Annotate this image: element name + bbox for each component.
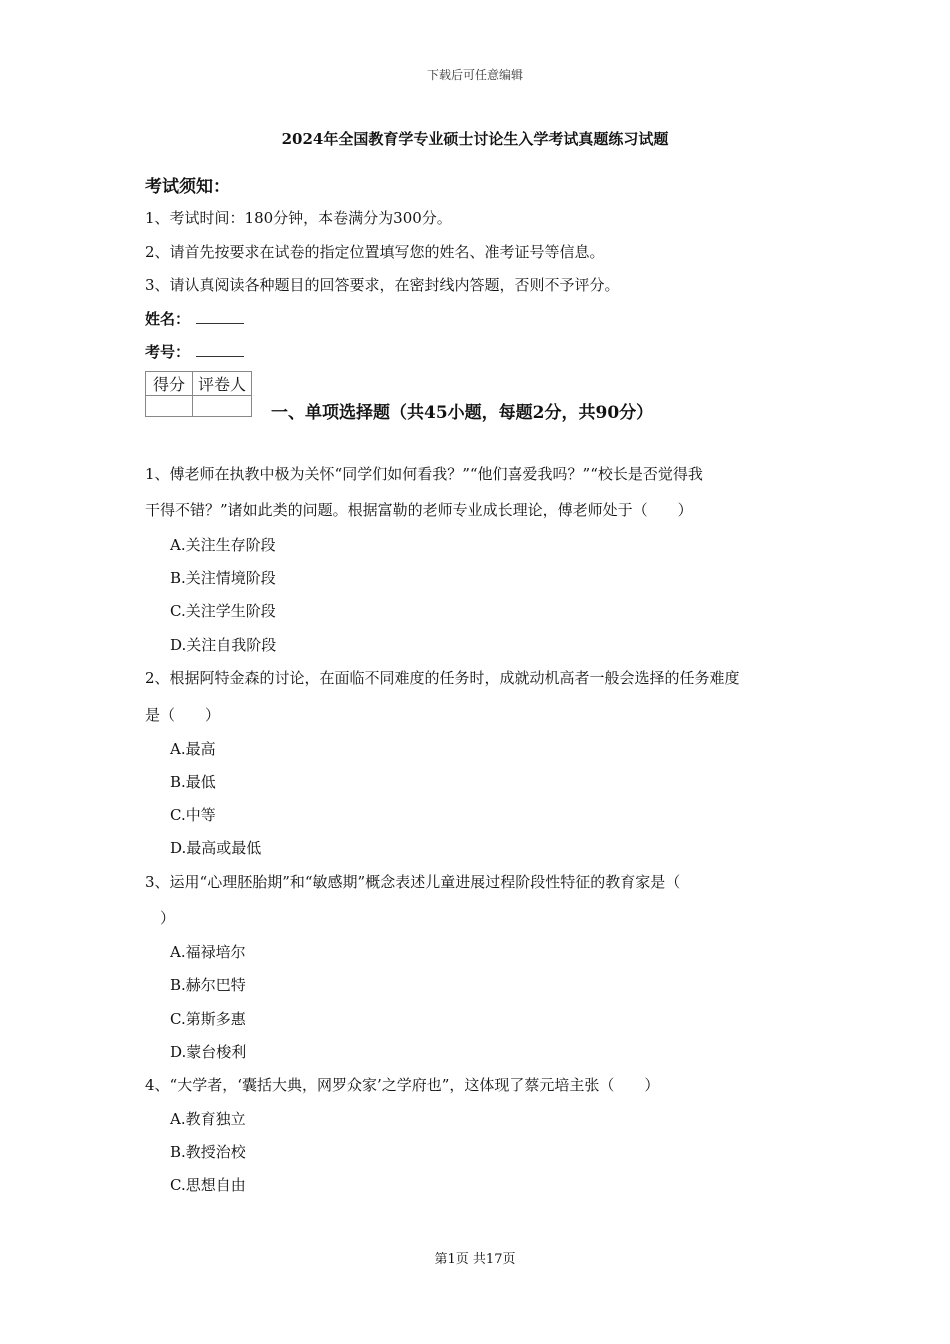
name-field bbox=[145, 308, 244, 329]
score-header: 得分 bbox=[146, 372, 193, 396]
name-blank[interactable] bbox=[196, 309, 244, 324]
question-4-option-b: B.教授治校 bbox=[170, 1143, 246, 1161]
question-3-option-b: B.赫尔巴特 bbox=[170, 976, 246, 994]
notice-item: 2、请首先按要求在试卷的指定位置填写您的姓名、准考证号等信息。 bbox=[145, 243, 605, 261]
section-title: 一、单项选择题（共45小题，每题2分，共90分） bbox=[271, 403, 654, 423]
question-2-option-a: A.最高 bbox=[170, 740, 216, 758]
question-2-option-b: B.最低 bbox=[170, 773, 216, 791]
question-1-option-c: C.关注学生阶段 bbox=[170, 602, 276, 620]
question-1-line-2: 干得不错？”诸如此类的问题。根据富勒的老师专业成长理论，傅老师处于（ ） bbox=[145, 501, 693, 519]
grader-cell[interactable] bbox=[193, 396, 252, 417]
notice-heading: 考试须知： bbox=[145, 177, 230, 197]
name-label: 姓名： bbox=[145, 310, 191, 328]
question-1-option-d: D.关注自我阶段 bbox=[170, 636, 277, 654]
question-1-option-a: A.关注生存阶段 bbox=[170, 536, 276, 554]
question-2-line-2: 是（ ） bbox=[145, 706, 221, 724]
notice-item: 3、请认真阅读各种题目的回答要求，在密封线内答题，否则不予评分。 bbox=[145, 276, 620, 294]
document-title: 2024年全国教育学专业硕士讨论生入学考试真题练习试题 bbox=[281, 130, 669, 148]
question-3-option-a: A.福禄培尔 bbox=[170, 943, 246, 961]
question-4-line-1: 4、“大学者，‘囊括大典，网罗众家’之学府也”，这体现了蔡元培主张（ ） bbox=[145, 1076, 660, 1094]
question-3-line-2: ） bbox=[145, 909, 176, 927]
question-2-option-c: C.中等 bbox=[170, 806, 216, 824]
question-3-option-c: C.第斯多惠 bbox=[170, 1010, 246, 1028]
score-cell[interactable] bbox=[146, 396, 193, 417]
question-4-option-a: A.教育独立 bbox=[170, 1110, 246, 1128]
id-blank[interactable] bbox=[196, 342, 244, 357]
question-2-option-d: D.最高或最低 bbox=[170, 839, 262, 857]
question-3-option-d: D.蒙台梭利 bbox=[170, 1043, 247, 1061]
notice-item: 1、考试时间：180分钟，本卷满分为300分。 bbox=[145, 209, 452, 227]
page-footer: 第1页 共17页 bbox=[434, 1252, 516, 1267]
question-4-option-c: C.思想自由 bbox=[170, 1176, 246, 1194]
id-field bbox=[145, 341, 244, 362]
question-1-option-b: B.关注情境阶段 bbox=[170, 569, 276, 587]
score-table bbox=[145, 371, 252, 417]
question-3-line-1: 3、运用“心理胚胎期”和“敏感期”概念表述儿童进展过程阶段性特征的教育家是（ bbox=[145, 873, 681, 891]
grader-header: 评卷人 bbox=[193, 372, 252, 396]
question-1-line-1: 1、傅老师在执教中极为关怀“同学们如何看我？”“他们喜爱我吗？”“校长是否觉得我 bbox=[145, 465, 703, 483]
id-label: 考号： bbox=[145, 343, 191, 361]
page-header-note: 下载后可任意编辑 bbox=[426, 68, 523, 82]
question-2-line-1: 2、根据阿特金森的讨论，在面临不同难度的任务时，成就动机高者一般会选择的任务难度 bbox=[145, 669, 740, 687]
